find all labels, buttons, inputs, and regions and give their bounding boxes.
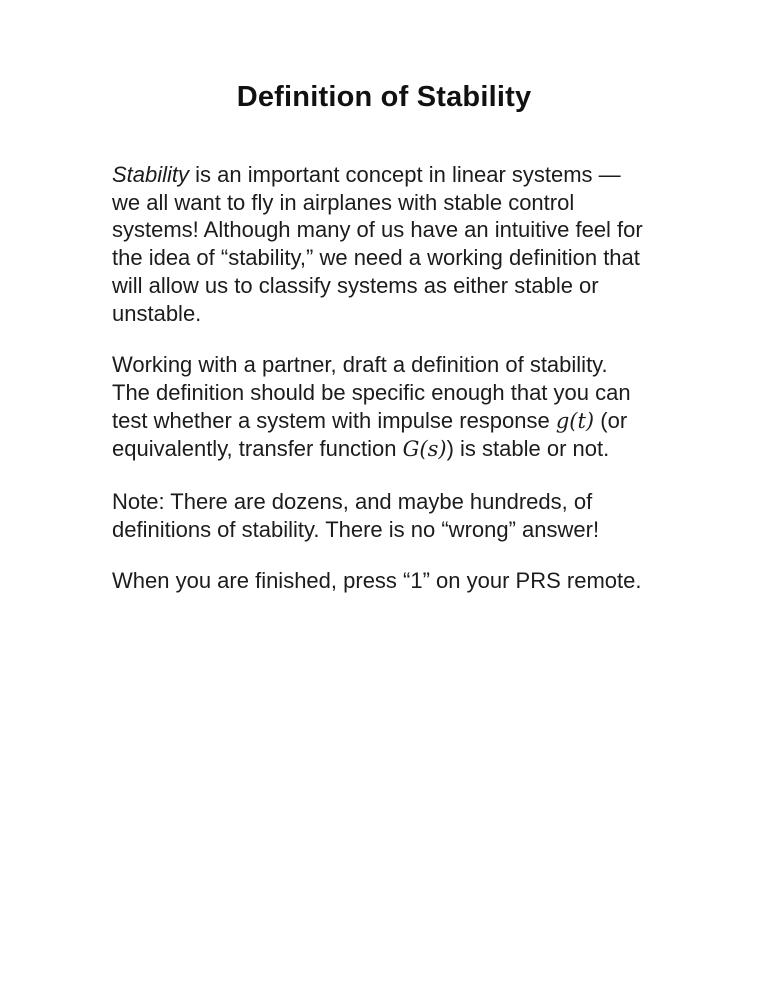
text-line: Working with a partner, draft a definition of stability. (112, 352, 608, 378)
text-line (112, 407, 690, 436)
text-line: the idea of “stability,” we need a working definition that (112, 245, 640, 271)
text-segment: ) is stable or not. (446, 436, 610, 462)
math-transfer-function: G(s) (402, 437, 447, 462)
text-line: Note: There are dozens, and maybe hundreds, of (112, 489, 593, 515)
text-line: The definition should be specific enough that you can (112, 379, 631, 405)
paragraph-intro (112, 161, 690, 327)
page-title: Definition of Stability (236, 81, 532, 113)
text-segment: equivalently, transfer function (112, 436, 403, 462)
document-body (112, 161, 690, 595)
text-segment: test whether a system with impulse response (112, 407, 556, 433)
text-line: When you are finished, press “1” on your PRS remote. (112, 568, 642, 594)
math-impulse-response: g(t) (555, 408, 595, 433)
text-line: unstable. (112, 300, 202, 326)
paragraph-task (112, 351, 690, 464)
paragraph-finish (112, 567, 690, 595)
text-line (112, 435, 690, 464)
text-line: definitions of stability. There is no “wrong” answer! (112, 516, 600, 542)
text-line: will allow us to classify systems as either stable or (112, 272, 599, 298)
text-line (112, 161, 690, 189)
text-line: systems! Although many of us have an intuitive feel for (112, 217, 643, 243)
paragraph-note (112, 488, 690, 543)
text-segment: (or (594, 407, 628, 433)
text-segment: is an important concept in linear systems — (189, 162, 621, 187)
text-line: we all want to fly in airplanes with stable control (112, 189, 575, 215)
italic-term: Stability (112, 162, 190, 187)
